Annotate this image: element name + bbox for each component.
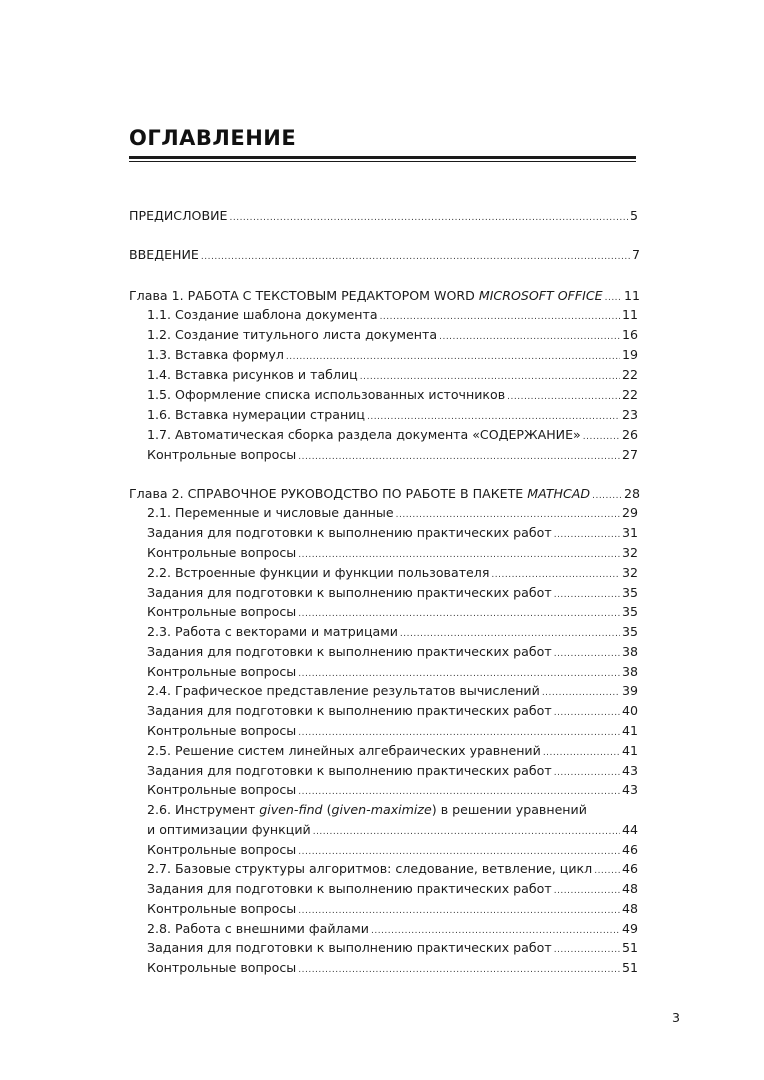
toc-entry-title: Задания для подготовки к выполнению практических работ <box>147 763 552 778</box>
toc-entry <box>129 484 640 504</box>
toc-entry <box>147 385 638 405</box>
toc-leader-dots <box>286 347 620 367</box>
toc-entry-title: ВВЕДЕНИЕ <box>129 247 199 262</box>
toc-entry <box>147 721 638 741</box>
toc-entry <box>147 563 638 583</box>
toc-entry <box>147 425 638 445</box>
toc-leader-dots <box>298 960 620 980</box>
toc-entry <box>147 780 638 800</box>
toc-entry <box>147 543 638 563</box>
toc-entry-page: 43 <box>621 763 638 778</box>
toc-leader-dots <box>298 782 620 802</box>
toc-entry-title: 1.1. Создание шаблона документа <box>147 307 378 322</box>
toc-entry-page: 32 <box>621 565 638 580</box>
toc-leader-dots <box>554 881 620 901</box>
toc-entry <box>147 859 638 879</box>
toc-entry <box>147 741 638 761</box>
toc-entry <box>147 602 638 622</box>
toc-leader-dots <box>313 822 620 842</box>
toc-entry <box>129 206 638 226</box>
toc-entry <box>147 405 638 425</box>
toc-leader-dots <box>594 861 620 881</box>
toc-leader-dots <box>554 703 620 723</box>
toc-leader-dots <box>201 247 630 267</box>
toc-entry-page: 44 <box>621 822 638 837</box>
toc-entry <box>147 365 638 385</box>
toc-entry-title: Контрольные вопросы <box>147 901 297 916</box>
toc-leader-dots <box>554 525 620 545</box>
toc-leader-dots <box>583 427 620 447</box>
toc-entry-page: 38 <box>621 664 638 679</box>
toc-entry <box>147 919 638 939</box>
toc-entry-title: Глава 1. РАБОТА С ТЕКСТОВЫМ РЕДАКТОРОМ WORD MICROSOFT OFFICE <box>129 288 603 303</box>
toc-entry-title: Задания для подготовки к выполнению практических работ <box>147 525 552 540</box>
toc-entry-title: 1.4. Вставка рисунков и таблиц <box>147 367 358 382</box>
toc-entry-title: Контрольные вопросы <box>147 782 297 797</box>
toc-entry <box>147 938 638 958</box>
toc-leader-dots <box>298 545 620 565</box>
toc-entry-page: 35 <box>621 585 638 600</box>
toc-entry-title: Задания для подготовки к выполнению практических работ <box>147 585 552 600</box>
toc-leader-dots <box>491 565 620 585</box>
toc-entry <box>147 622 638 642</box>
toc-entry <box>147 345 638 365</box>
toc-entry <box>147 899 638 919</box>
toc-entry-page: 48 <box>621 901 638 916</box>
toc-entry <box>147 701 638 721</box>
toc-entry-title: Задания для подготовки к выполнению практических работ <box>147 881 552 896</box>
toc-entry-title: 2.4. Графическое представление результатов вычислений <box>147 683 540 698</box>
toc-leader-dots <box>298 723 620 743</box>
toc-leader-dots <box>439 327 620 347</box>
toc-entry-page: 22 <box>621 367 638 382</box>
toc-entry-title: 2.5. Решение систем линейных алгебраических уравнений <box>147 743 541 758</box>
toc-leader-dots <box>367 407 620 427</box>
toc-entry-page: 48 <box>621 881 638 896</box>
toc-entry-title: Контрольные вопросы <box>147 664 297 679</box>
toc-entry-title: Контрольные вопросы <box>147 447 297 462</box>
toc-entry <box>147 820 638 840</box>
toc-entry-page: 41 <box>621 743 638 758</box>
toc-entry <box>147 662 638 682</box>
title-rule-thick <box>129 156 636 159</box>
toc-entry <box>147 325 638 345</box>
toc-entry-page: 5 <box>629 208 638 223</box>
toc-entry-page: 49 <box>621 921 638 936</box>
toc-entry-page: 51 <box>621 940 638 955</box>
toc-entry-page: 11 <box>621 307 638 322</box>
toc-entry <box>147 523 638 543</box>
toc-entry-title: 2.7. Базовые структуры алгоритмов: следование, ветвление, цикл <box>147 861 593 876</box>
toc-entry-page: 19 <box>621 347 638 362</box>
toc-entry-title: 2.2. Встроенные функции и функции пользователя <box>147 565 490 580</box>
page-title: ОГЛАВЛЕНИЕ <box>129 126 297 150</box>
toc-leader-dots <box>554 940 620 960</box>
toc-entry-page: 41 <box>621 723 638 738</box>
toc-entry-title: Задания для подготовки к выполнению практических работ <box>147 703 552 718</box>
toc-entry <box>147 305 638 325</box>
toc-entry-title: 1.7. Автоматическая сборка раздела документа «СОДЕРЖАНИЕ» <box>147 427 581 442</box>
toc-entry-page: 27 <box>621 447 638 462</box>
toc-entry-page: 35 <box>621 604 638 619</box>
toc-entry-title: ПРЕДИСЛОВИЕ <box>129 208 228 223</box>
toc-entry-title: 1.3. Вставка формул <box>147 347 284 362</box>
toc-entry-page: 43 <box>621 782 638 797</box>
toc-entry-page: 22 <box>621 387 638 402</box>
toc-entry-title: Задания для подготовки к выполнению практических работ <box>147 644 552 659</box>
toc-entry-page: 29 <box>621 505 638 520</box>
toc-entry <box>147 445 638 465</box>
toc-entry-title: Задания для подготовки к выполнению практических работ <box>147 940 552 955</box>
toc-leader-dots <box>396 505 620 525</box>
toc-entry-line1: 2.6. Инструмент given-find (given-maximize) в решении уравнений <box>147 802 587 817</box>
toc-entry-title: и оптимизации функций <box>147 822 311 837</box>
toc-entry <box>147 642 638 662</box>
toc-entry-title: 2.8. Работа с внешними файлами <box>147 921 369 936</box>
toc-entry <box>147 761 638 781</box>
toc-entry-title: Контрольные вопросы <box>147 960 297 975</box>
toc-entry-page: 31 <box>621 525 638 540</box>
toc-entry-title: Глава 2. СПРАВОЧНОЕ РУКОВОДСТВО ПО РАБОТЕ В ПАКЕТЕ MATHCAD <box>129 486 591 501</box>
toc-entry <box>129 286 640 306</box>
toc-entry-title: 1.6. Вставка нумерации страниц <box>147 407 365 422</box>
toc-entry-page: 11 <box>623 288 640 303</box>
toc-leader-dots <box>543 743 620 763</box>
toc-leader-dots <box>507 387 620 407</box>
toc-entry-page: 16 <box>621 327 638 342</box>
toc-entry <box>147 879 638 899</box>
toc-entry-title: 1.2. Создание титульного листа документа <box>147 327 438 342</box>
toc-entry-page: 38 <box>621 644 638 659</box>
toc-entry-page: 40 <box>621 703 638 718</box>
toc-entry-title: Контрольные вопросы <box>147 545 297 560</box>
toc-entry-page: 7 <box>631 247 640 262</box>
toc-entry-page: 46 <box>621 861 638 876</box>
title-rule-thin <box>129 161 636 162</box>
toc-entry-page: 28 <box>623 486 640 501</box>
toc-entry-title: 1.5. Оформление списка использованных источников <box>147 387 506 402</box>
toc-entry-title: 2.3. Работа с векторами и матрицами <box>147 624 398 639</box>
toc-entry-title: 2.1. Переменные и числовые данные <box>147 505 394 520</box>
toc-entry-title: Контрольные вопросы <box>147 723 297 738</box>
toc-entry-page: 46 <box>621 842 638 857</box>
toc-entry-title: Контрольные вопросы <box>147 842 297 857</box>
toc-leader-dots <box>360 367 620 387</box>
toc-entry <box>129 245 640 265</box>
toc-entry-title: Контрольные вопросы <box>147 604 297 619</box>
toc-leader-dots <box>298 604 620 624</box>
toc-leader-dots <box>542 683 620 703</box>
toc-entry <box>147 840 638 860</box>
toc-leader-dots <box>298 901 620 921</box>
toc-leader-dots <box>229 208 628 228</box>
toc-entry <box>147 958 638 978</box>
toc-entry-page: 26 <box>621 427 638 442</box>
toc-entry-page: 32 <box>621 545 638 560</box>
toc-entry <box>147 583 638 603</box>
toc-entry-page: 39 <box>621 683 638 698</box>
toc-entry <box>147 503 638 523</box>
toc-entry-page: 35 <box>621 624 638 639</box>
toc-leader-dots <box>554 644 620 664</box>
page-number: 3 <box>672 1010 681 1025</box>
toc-entry-page: 23 <box>621 407 638 422</box>
toc-entry <box>147 681 638 701</box>
toc-leader-dots <box>380 307 620 327</box>
toc-leader-dots <box>400 624 620 644</box>
toc-entry-page: 51 <box>621 960 638 975</box>
toc-leader-dots <box>298 447 620 467</box>
